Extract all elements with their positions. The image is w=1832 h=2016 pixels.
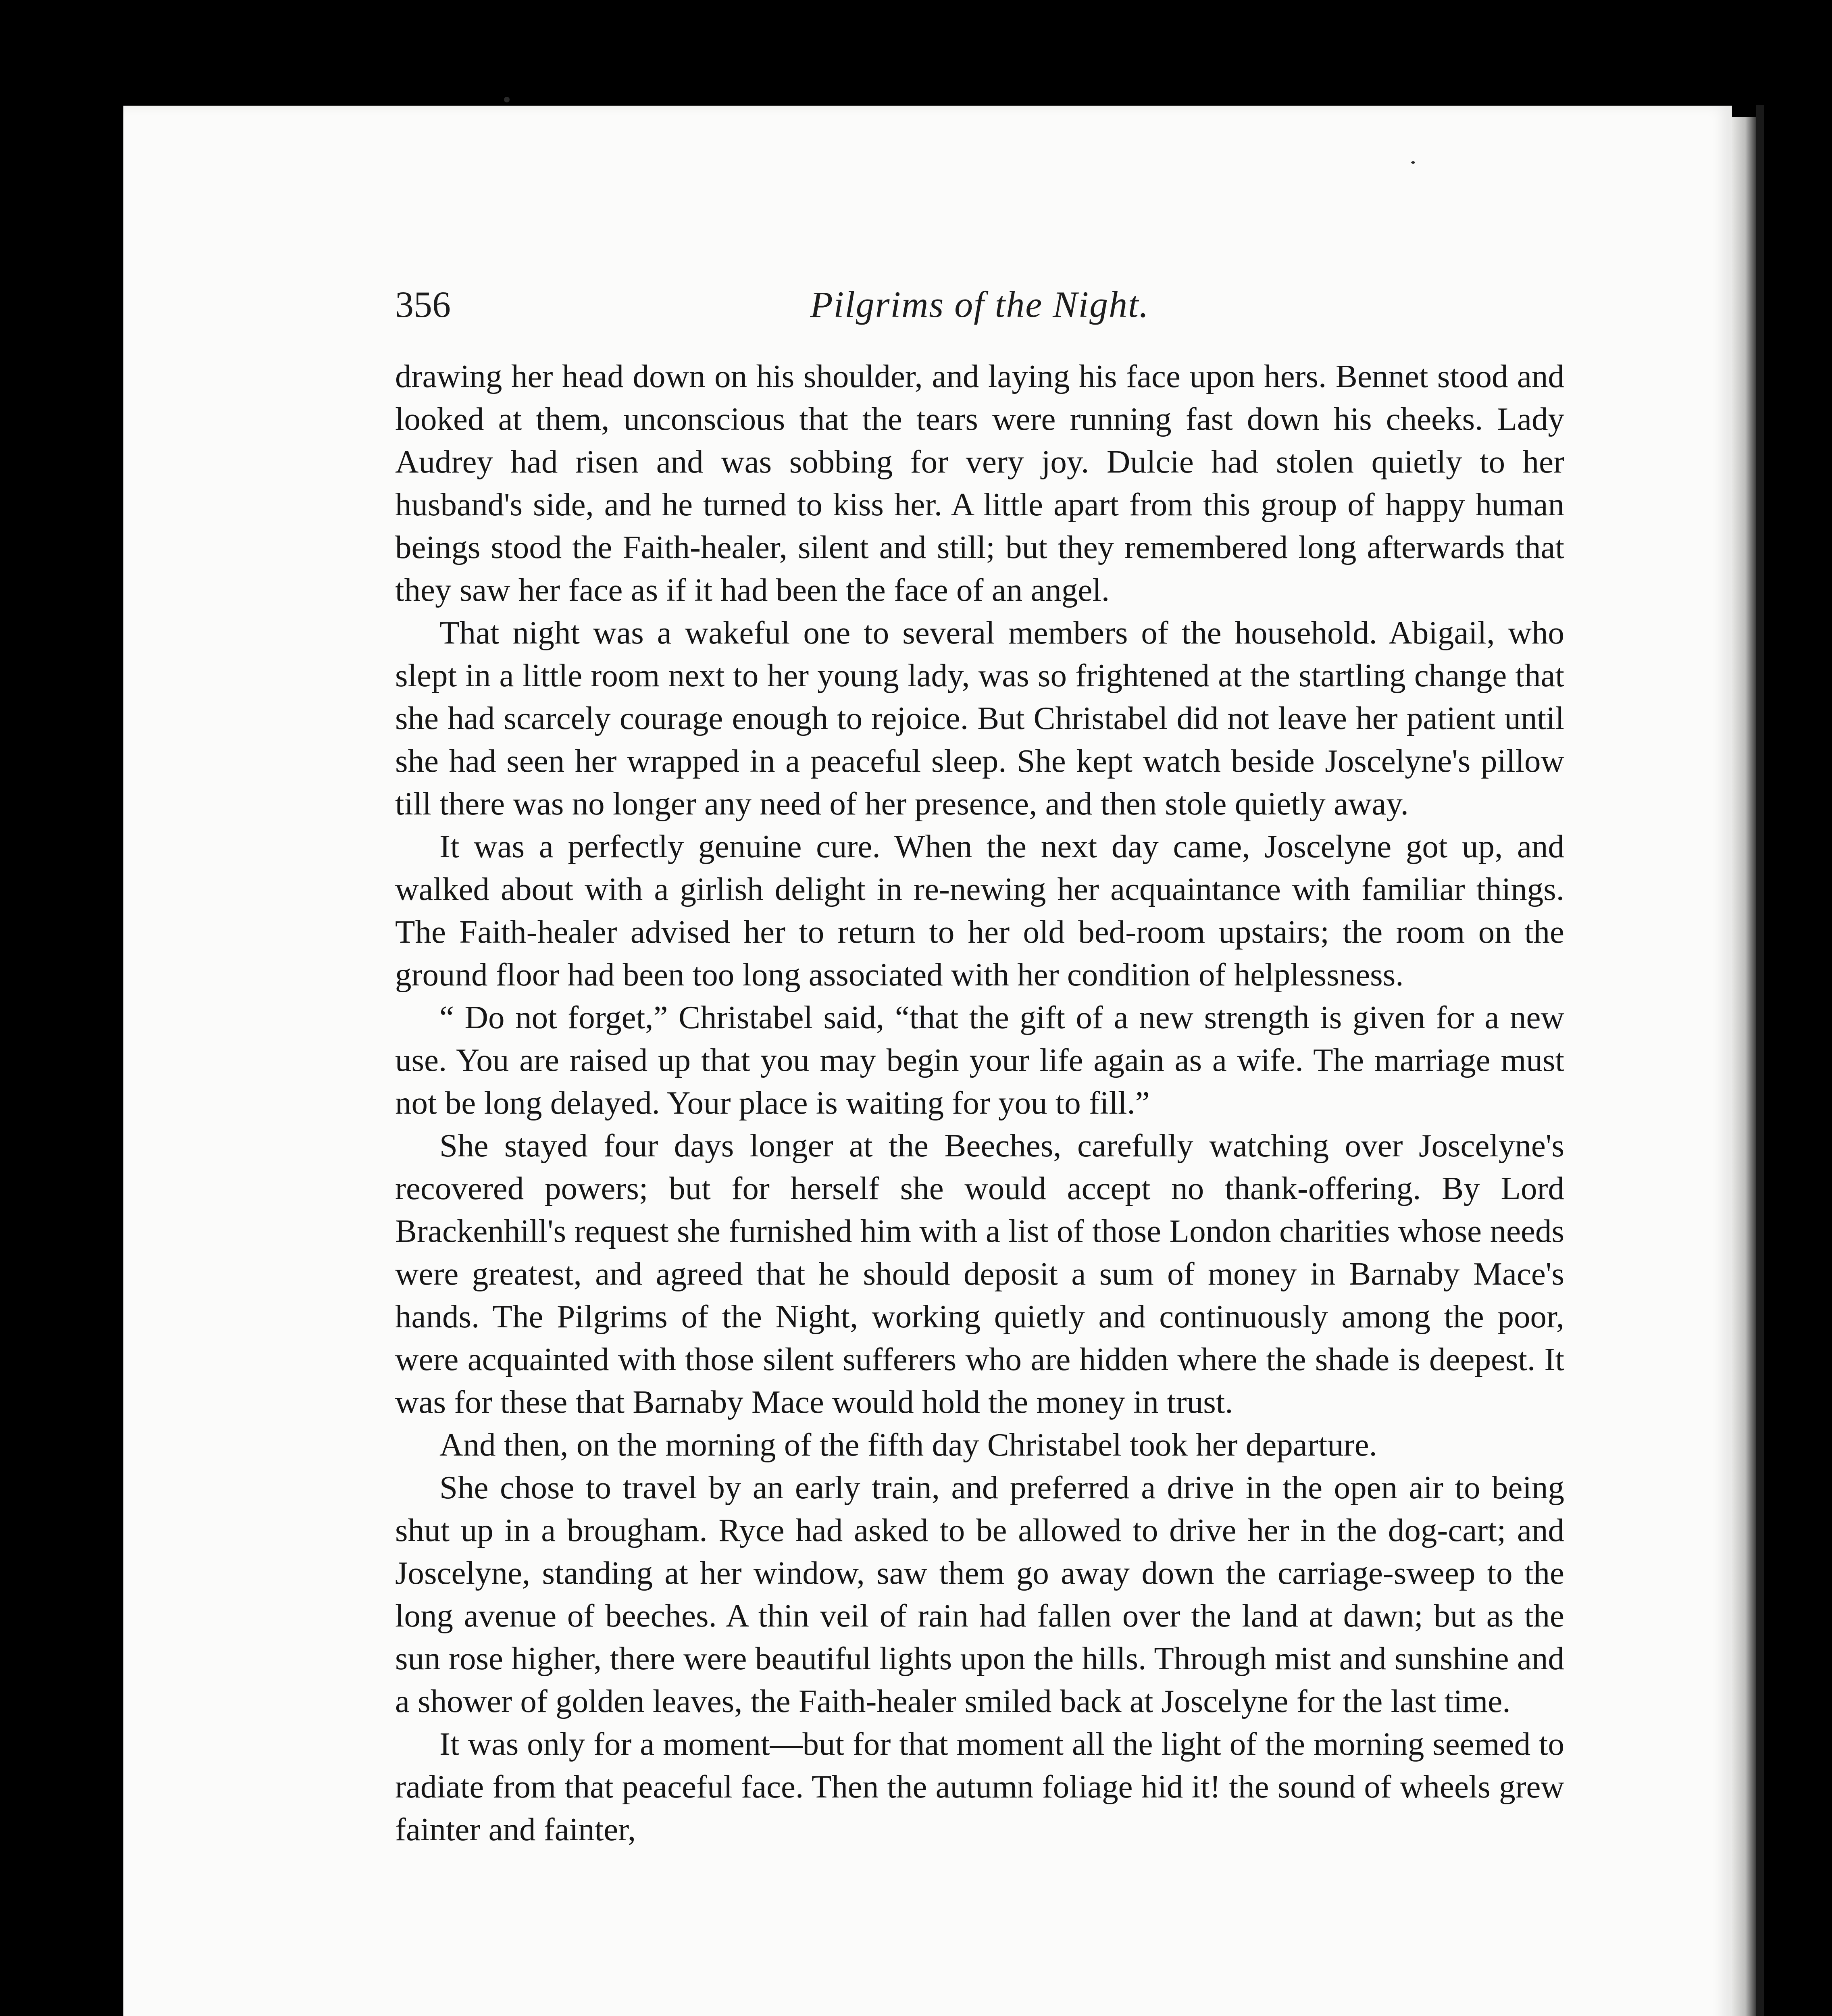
paragraph-6: And then, on the morning of the fifth day Christabel took her departure. [439, 1427, 1377, 1463]
paragraph-5: She stayed four days longer at the Beeches, carefully watching over Joscelyne's recovered powers; but for herself she would accept no thank-offering. By Lord Brackenhill's request she furnished him with a list of those London charities whose needs were greatest, and agreed that he should deposit a sum of money in Barnaby Mace's hands. The Pilgrims of the Night, working quietly and continuously among the poor, were acquainted with those silent sufferers who are hidden where the shade is deepest. It was for these that Barnaby Mace would hold the money in trust. [395, 1127, 1564, 1420]
paragraph-2: That night was a wakeful one to several members of the household. Abigail, who slept in a little room next to her young lady, was so frightened at the startling change that she had scarcely courage enough to rejoice. But Christabel did not leave her patient until she had seen her wrapped in a peaceful sleep. She kept watch beside Joscelyne's pillow till there was no longer any need of her presence, and then stole quietly away. [395, 614, 1564, 822]
paragraph-8: It was only for a moment—but for that moment all the light of the morning seemed to radiate from that peaceful face. Then the autumn foliage hid it! the sound of wheels grew fainter and fainter, [395, 1726, 1564, 1847]
paragraph-3: It was a perfectly genuine cure. When the next day came, Joscelyne got up, and walked about with a girlish delight in re-newing her acquaintance with familiar things. The Faith-healer advised her to return to her old bed-room upstairs; the room on the ground floor had been too long associated with her condition of helplessness. [395, 828, 1564, 993]
paragraph-4: “ Do not forget,” Christabel said, “that the gift of a new strength is given for a new use. You are raised up that you may begin your life again as a wife. The marriage must not be long delayed. Your place is waiting for you to fill.” [395, 999, 1564, 1121]
page-number: 356 [395, 284, 451, 325]
page-edge-shadow [1732, 117, 1756, 2016]
body-text [395, 355, 1564, 1851]
paragraph-1: drawing her head down on his shoulder, and laying his face upon hers. Bennet stood and looked at them, unconscious that the tears were running fast down his cheeks. Lady Audrey had risen and was sobbing for very joy. Dulcie had stolen quietly to her husband's side, and he turned to kiss her. A little apart from this group of happy human beings stood the Faith-healer, silent and still; but they remembered long afterwards that they saw her face as if it had been the face of an angel. [395, 358, 1564, 608]
running-title: Pilgrims of the Night. [810, 284, 1149, 325]
running-head [395, 278, 1564, 331]
page-gutter-line [1756, 105, 1764, 2016]
scan-speck [1411, 161, 1415, 164]
paragraph-7: She chose to travel by an early train, and preferred a drive in the open air to being shut up in a brougham. Ryce had asked to be allowed to drive her in the dog-cart; and Joscelyne, standing at her window, saw them go away down the carriage-sweep to the long avenue of beeches. A thin veil of rain had fallen over the land at dawn; but as the sun rose higher, there were beautiful lights upon the hills. Through mist and sunshine and a shower of golden leaves, the Faith-healer smiled back at Joscelyne for the last time. [395, 1469, 1564, 1719]
scan-speck [504, 97, 510, 102]
